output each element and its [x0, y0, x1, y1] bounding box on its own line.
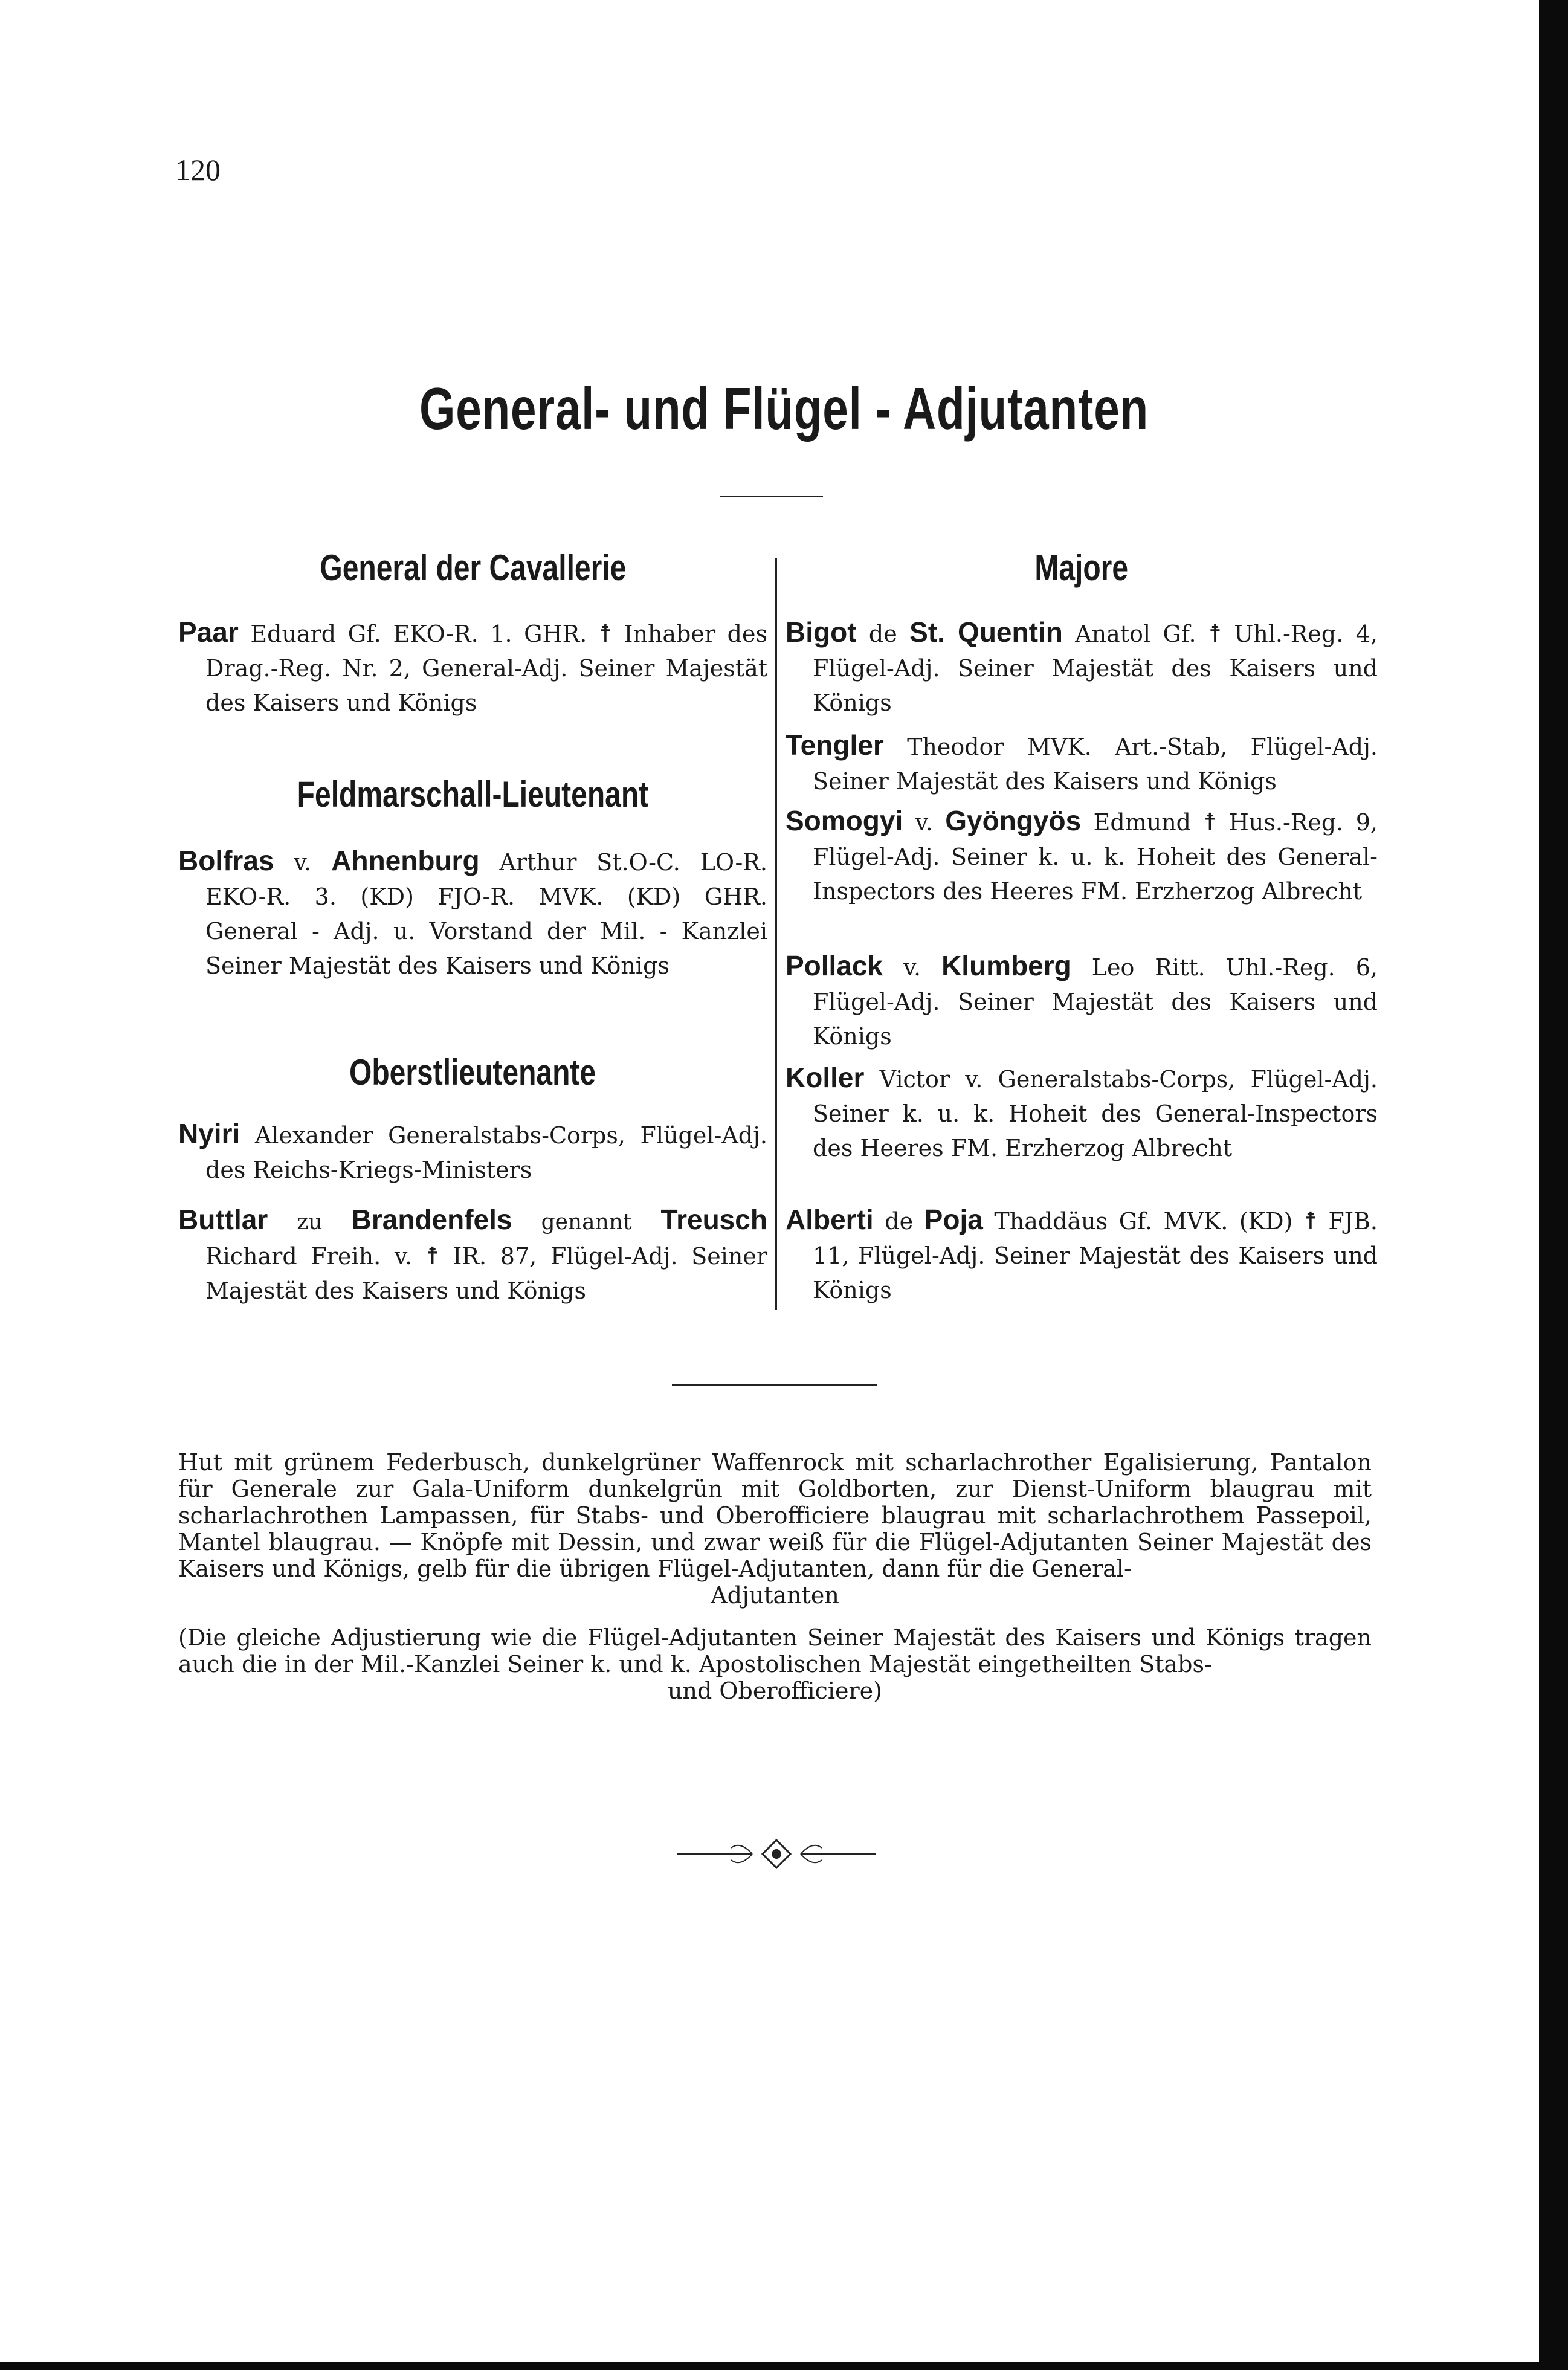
- surname: Paar: [178, 616, 239, 648]
- surname: Somogyi: [786, 805, 903, 836]
- entry-koller: Koller Victor v. Generalstabs-Corps, Flügel-Adj. Seiner k. u. k. Hoheit des General-Inspectors des Heeres FM. Erzherzog Albrecht: [786, 1062, 1378, 1161]
- page-title: General- und Flügel - Adjutanten: [419, 375, 1149, 442]
- surname: Tengler: [786, 729, 884, 761]
- entry-bolfras: Bolfras v. Ahnenburg Arthur St.O-C. LO-R. EKO-R. 3. (KD) FJO-R. MVK. (KD) GHR. General - Adj. u. Vorstand der Mil. - Kanzlei Seiner Majestät des Kaisers und Königs: [178, 845, 767, 979]
- heading-feldmarschall-lieutenant: Feldmarschall-Lieutenant: [297, 774, 649, 815]
- cross-icon: ☨: [1208, 620, 1222, 648]
- footnote-uniform: Hut mit grünem Federbusch, dunkelgrüner Waffenrock mit scharlachrother Egalisierung, Pantalon für Generale zur Gala-Uniform dunkelgrün mit Goldborten, zur Dienst-Uniform blaugrau mit scharlachrothen Lampassen, für Stabs- und Oberofficiere blaugrau mit scharlachrothem Passepoil, Mantel blaugrau. — Knöpfe mit Dessin, und zwar weiß für die Flügel-Adjutanten Seiner Majestät des Kaisers und Königs, gelb für die übrigen Flügel-Adjutanten, dann für die General- Adjutanten: [178, 1449, 1372, 1609]
- cross-icon: ☨: [599, 620, 612, 648]
- entry-alberti: Alberti de Poja Thaddäus Gf. MVK. (KD) ☨ FJB. 11, Flügel-Adj. Seiner Majestät des Kaisers und Königs: [786, 1204, 1378, 1303]
- ornament-divider-icon: [677, 1833, 876, 1875]
- entry-nyiri: Nyiri Alexander Generalstabs-Corps, Flügel-Adj. des Reichs-Kriegs-Ministers: [178, 1118, 767, 1183]
- surname: Alberti: [786, 1204, 874, 1235]
- title-rule: [720, 496, 823, 497]
- entry-pollack: Pollack v. Klumberg Leo Ritt. Uhl.-Reg. 6, Flügel-Adj. Seiner Majestät des Kaisers und Königs: [786, 950, 1378, 1050]
- entry-bigot: Bigot de St. Quentin Anatol Gf. ☨ Uhl.-Reg. 4, Flügel-Adj. Seiner Majestät des Kaisers und Königs: [786, 616, 1378, 716]
- cross-icon: ☨: [425, 1242, 439, 1270]
- surname: Nyiri: [178, 1118, 240, 1149]
- page-number: 120: [175, 153, 221, 187]
- section-rule: [672, 1384, 877, 1386]
- cross-icon: ☨: [1303, 1207, 1317, 1235]
- heading-majore: Majore: [1034, 547, 1129, 588]
- heading-oberstlieutenante: Oberstlieutenante: [349, 1052, 596, 1093]
- entry-somogyi: Somogyi v. Gyöngyös Edmund ☨ Hus.-Reg. 9, Flügel-Adj. Seiner k. u. k. Hoheit des General-Inspectors des Heeres FM. Erzherzog Albrecht: [786, 805, 1378, 905]
- surname: Buttlar: [178, 1204, 268, 1235]
- surname: Pollack: [786, 950, 883, 981]
- footnote-note: (Die gleiche Adjustierung wie die Flügel-Adjutanten Seiner Majestät des Kaisers und Königs tragen auch die in der Mil.-Kanzlei Seiner k. und k. Apostolischen Majestät eingetheilten Stabs- und Oberofficiere): [178, 1624, 1372, 1704]
- entry-buttlar: Buttlar zu Brandenfels genannt Treusch Richard Freih. v. ☨ IR. 87, Flügel-Adj. Seiner Majestät des Kaisers und Königs: [178, 1204, 767, 1304]
- surname: Bigot: [786, 616, 857, 648]
- scan-edge-right: [1539, 0, 1568, 2370]
- scan-edge-bottom: [0, 2362, 1568, 2370]
- entry-tengler: Tengler Theodor MVK. Art.-Stab, Flügel-Adj. Seiner Majestät des Kaisers und Königs: [786, 729, 1378, 795]
- column-divider: [775, 558, 777, 1310]
- surname: Bolfras: [178, 845, 274, 876]
- heading-general-cavallerie: General der Cavallerie: [320, 547, 626, 588]
- entry-paar: Paar Eduard Gf. EKO-R. 1. GHR. ☨ Inhaber des Drag.-Reg. Nr. 2, General-Adj. Seiner Majestät des Kaisers und Königs: [178, 616, 767, 716]
- cross-icon: ☨: [1203, 809, 1217, 836]
- surname: Koller: [786, 1062, 865, 1093]
